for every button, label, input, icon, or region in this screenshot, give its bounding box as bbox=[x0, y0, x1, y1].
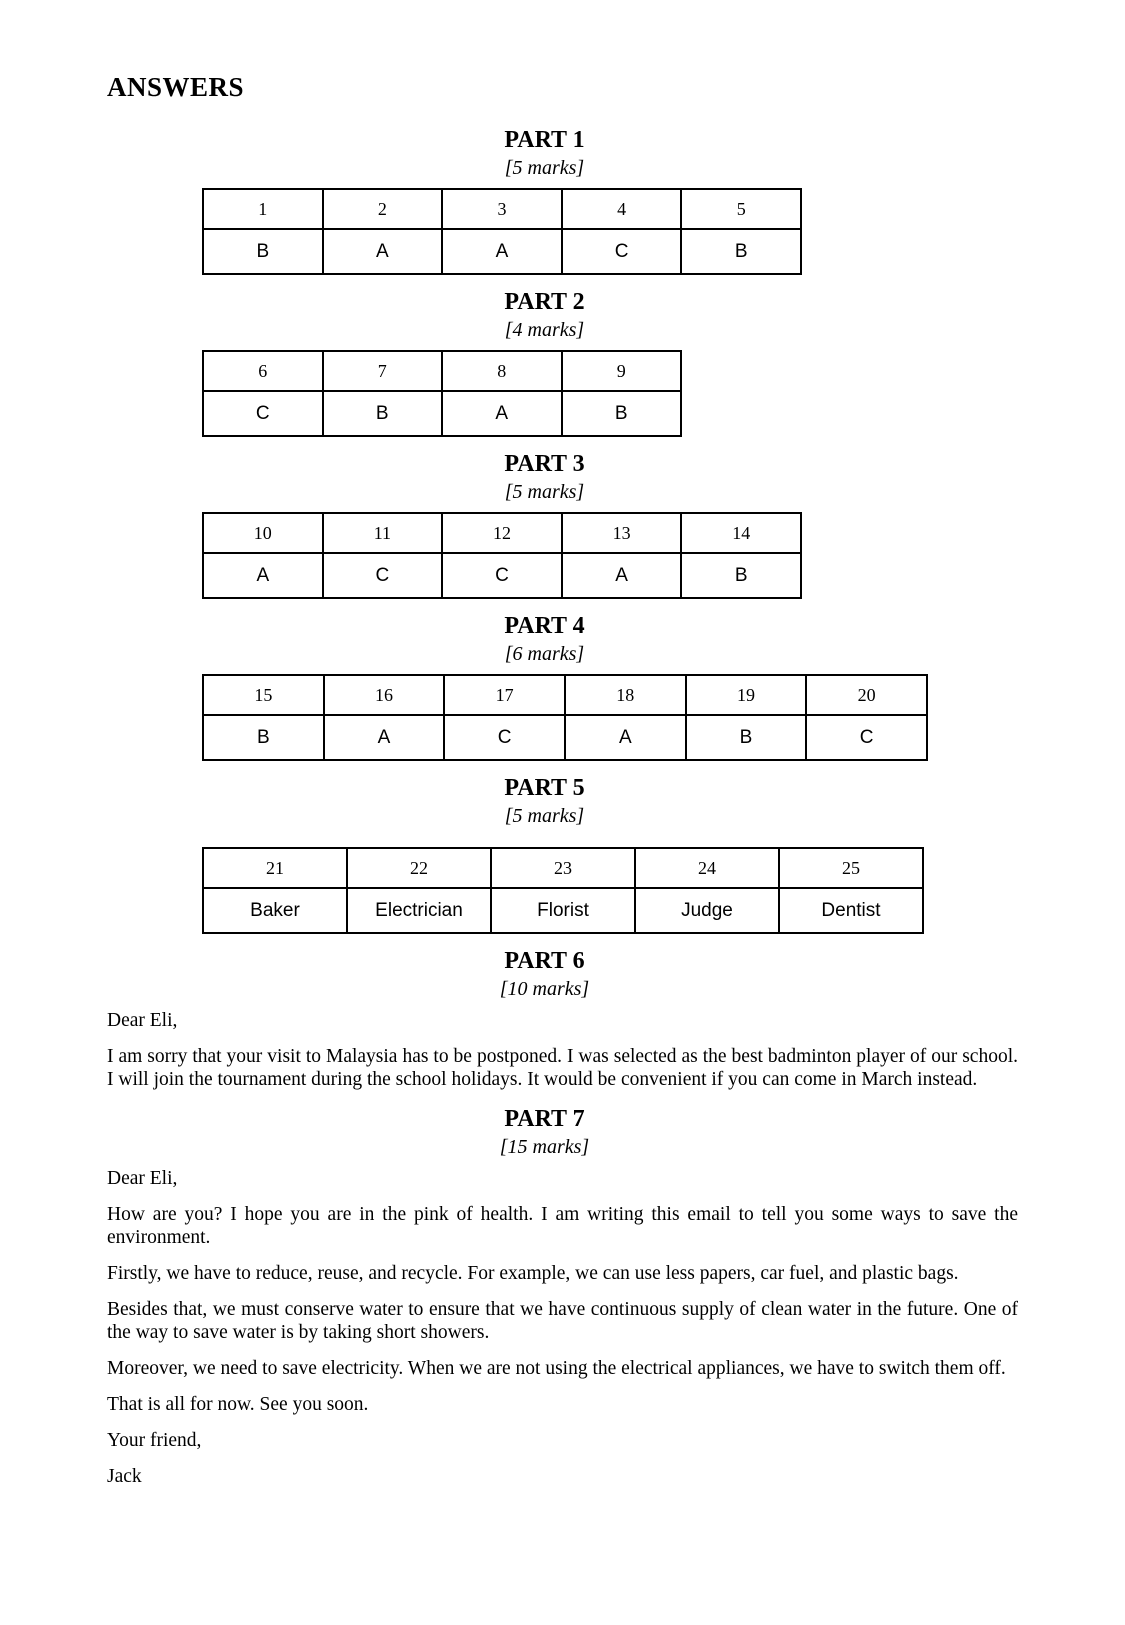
question-number-cell: 2 bbox=[323, 189, 443, 229]
question-number-cell: 25 bbox=[779, 848, 923, 888]
page-title: ANSWERS bbox=[107, 72, 245, 102]
part-4-section bbox=[107, 611, 1018, 761]
question-number-cell: 9 bbox=[562, 351, 682, 391]
answer-cell: B bbox=[203, 715, 324, 760]
answer-cell: C bbox=[444, 715, 565, 760]
part-5-header bbox=[107, 773, 982, 829]
answer-cell: B bbox=[686, 715, 807, 760]
part-5-heading: PART 5 bbox=[504, 775, 585, 801]
letter-salutation: Dear Eli, bbox=[107, 1010, 178, 1031]
question-number-cell: 7 bbox=[323, 351, 443, 391]
question-number-cell: 15 bbox=[203, 675, 324, 715]
part-7-heading: PART 7 bbox=[504, 1106, 585, 1132]
letter-paragraph: Besides that, we must conserve water to ensure that we have continuous supply of clean water in the future. One of the way to save water is by taking short showers. bbox=[107, 1299, 1018, 1343]
answer-cell: B bbox=[323, 391, 443, 436]
part-4-heading: PART 4 bbox=[504, 613, 585, 639]
letter-salutation: Dear Eli, bbox=[107, 1168, 178, 1189]
answer-cell: A bbox=[442, 229, 562, 274]
question-number-cell: 21 bbox=[203, 848, 347, 888]
question-number-row bbox=[203, 848, 923, 888]
part-1-header bbox=[107, 125, 982, 181]
question-number-cell: 4 bbox=[562, 189, 682, 229]
part-1-answer-table bbox=[202, 188, 802, 275]
answer-cell: A bbox=[323, 229, 443, 274]
letter-paragraph: Moreover, we need to save electricity. When we are not using the electrical appliances, we have to switch them off. bbox=[107, 1358, 1006, 1379]
question-number-cell: 17 bbox=[444, 675, 565, 715]
answer-cell: C bbox=[562, 229, 682, 274]
part-4-answer-table bbox=[202, 674, 928, 761]
answer-row bbox=[203, 553, 801, 598]
answer-cell: Florist bbox=[491, 888, 635, 933]
answer-cell: A bbox=[324, 715, 445, 760]
question-number-row bbox=[203, 675, 927, 715]
part-2-section bbox=[107, 287, 1018, 437]
question-number-cell: 19 bbox=[686, 675, 807, 715]
part-1-section bbox=[107, 125, 1018, 275]
part-3-heading: PART 3 bbox=[504, 451, 585, 477]
question-number-row bbox=[203, 351, 681, 391]
answer-cell: B bbox=[681, 553, 801, 598]
part-3-header bbox=[107, 449, 982, 505]
part-6-heading: PART 6 bbox=[504, 948, 585, 974]
letter-closing: Your friend, bbox=[107, 1430, 202, 1451]
part-6-header bbox=[107, 946, 982, 1002]
part-2-answer-table bbox=[202, 350, 682, 437]
question-number-cell: 8 bbox=[442, 351, 562, 391]
question-number-cell: 6 bbox=[203, 351, 323, 391]
part-6-section bbox=[107, 946, 1018, 1091]
answer-row bbox=[203, 715, 927, 760]
question-number-cell: 13 bbox=[562, 513, 682, 553]
part-7-marks: [15 marks] bbox=[499, 1136, 590, 1158]
answer-cell: B bbox=[681, 229, 801, 274]
answer-row bbox=[203, 391, 681, 436]
question-number-cell: 24 bbox=[635, 848, 779, 888]
part-4-marks: [6 marks] bbox=[504, 643, 585, 665]
question-number-cell: 23 bbox=[491, 848, 635, 888]
part-3-answer-table bbox=[202, 512, 802, 599]
answer-cell: Judge bbox=[635, 888, 779, 933]
answer-cell: A bbox=[562, 553, 682, 598]
question-number-cell: 18 bbox=[565, 675, 686, 715]
part-2-header bbox=[107, 287, 982, 343]
answer-cell: Dentist bbox=[779, 888, 923, 933]
letter-signature: Jack bbox=[107, 1466, 142, 1487]
answer-cell: C bbox=[203, 391, 323, 436]
letter-paragraph: Firstly, we have to reduce, reuse, and recycle. For example, we can use less papers, car fuel, and plastic bags. bbox=[107, 1263, 959, 1284]
part-5-section bbox=[107, 773, 1018, 934]
question-number-cell: 14 bbox=[681, 513, 801, 553]
question-number-cell: 16 bbox=[324, 675, 445, 715]
part-1-marks: [5 marks] bbox=[504, 157, 585, 179]
answer-row bbox=[203, 229, 801, 274]
answer-cell: A bbox=[565, 715, 686, 760]
question-number-row bbox=[203, 189, 801, 229]
answer-cell: Baker bbox=[203, 888, 347, 933]
answer-cell: A bbox=[203, 553, 323, 598]
question-number-cell: 10 bbox=[203, 513, 323, 553]
part-1-heading: PART 1 bbox=[504, 127, 585, 153]
answer-row bbox=[203, 888, 923, 933]
question-number-row bbox=[203, 513, 801, 553]
part-7-header bbox=[107, 1104, 982, 1160]
question-number-cell: 3 bbox=[442, 189, 562, 229]
part-4-header bbox=[107, 611, 982, 667]
part-2-heading: PART 2 bbox=[504, 289, 585, 315]
question-number-cell: 12 bbox=[442, 513, 562, 553]
letter-paragraph: That is all for now. See you soon. bbox=[107, 1394, 369, 1415]
question-number-cell: 1 bbox=[203, 189, 323, 229]
question-number-cell: 22 bbox=[347, 848, 491, 888]
question-number-cell: 11 bbox=[323, 513, 443, 553]
question-number-cell: 5 bbox=[681, 189, 801, 229]
answer-cell: C bbox=[806, 715, 927, 760]
answer-cell: B bbox=[203, 229, 323, 274]
part-2-marks: [4 marks] bbox=[504, 319, 585, 341]
part-3-section bbox=[107, 449, 1018, 599]
answer-cell: Electrician bbox=[347, 888, 491, 933]
answer-cell: A bbox=[442, 391, 562, 436]
part-6-marks: [10 marks] bbox=[499, 978, 590, 1000]
question-number-cell: 20 bbox=[806, 675, 927, 715]
letter-paragraph: How are you? I hope you are in the pink of health. I am writing this email to tell you some ways to save the environment. bbox=[107, 1204, 1018, 1248]
answer-cell: C bbox=[323, 553, 443, 598]
part-7-section bbox=[107, 1104, 1018, 1488]
part-5-answer-table bbox=[202, 847, 924, 934]
answer-cell: C bbox=[442, 553, 562, 598]
letter-paragraph: I am sorry that your visit to Malaysia has to be postponed. I was selected as the best badminton player of our school. I will join the tournament during the school holidays. It would be convenient if you can come in March instead. bbox=[107, 1046, 1018, 1090]
part-5-marks: [5 marks] bbox=[504, 805, 585, 827]
part-3-marks: [5 marks] bbox=[504, 481, 585, 503]
answer-cell: B bbox=[562, 391, 682, 436]
